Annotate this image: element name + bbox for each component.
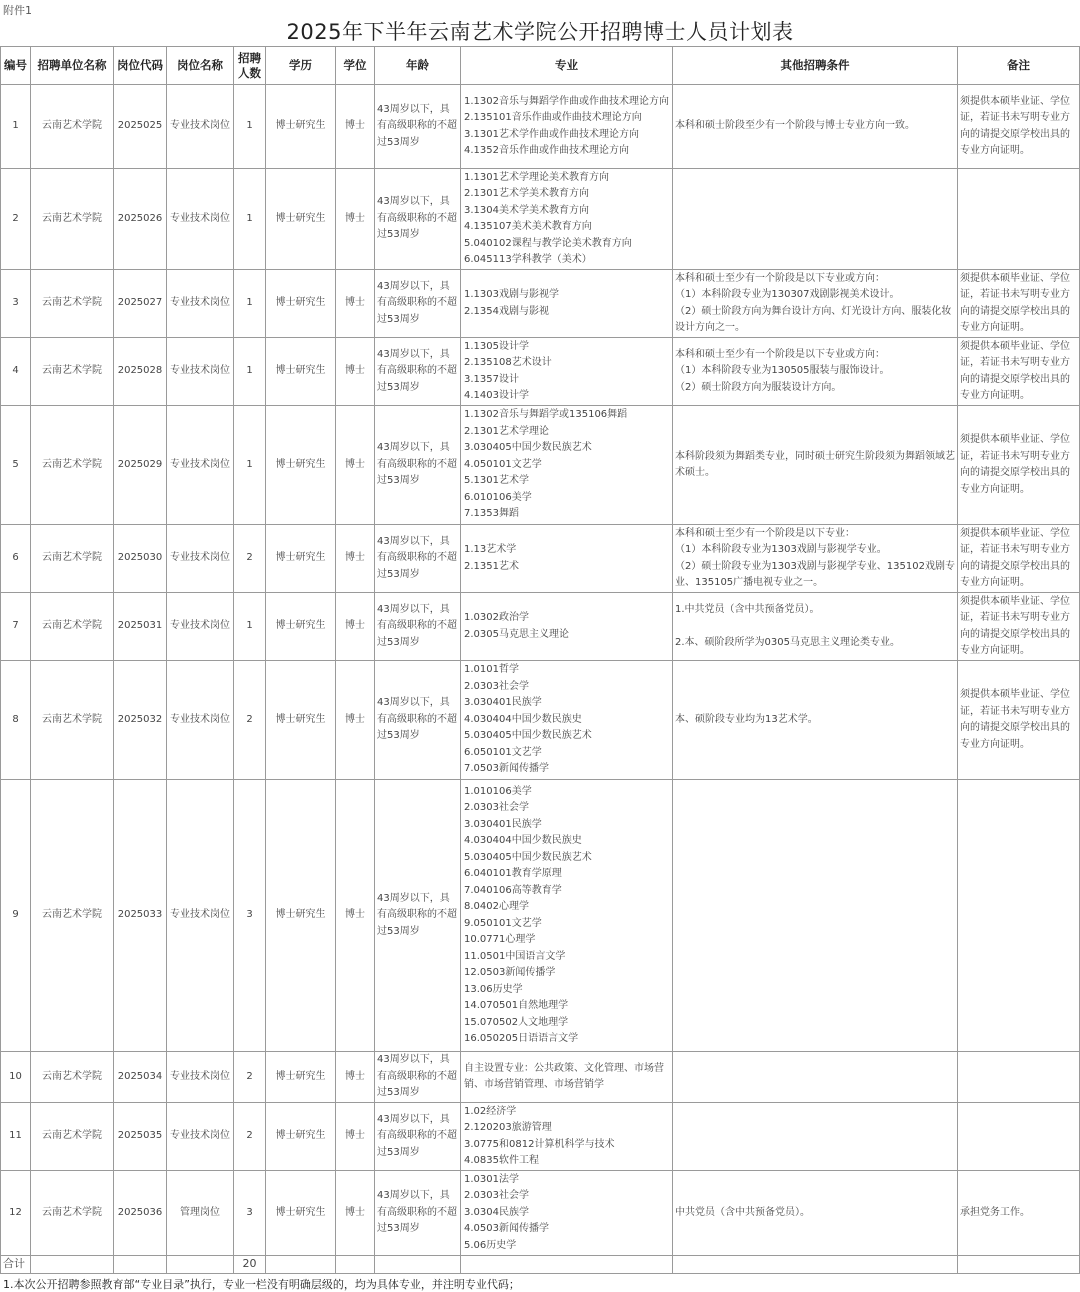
row-degree: 博士 [336,406,375,525]
total-empty-cell [114,1256,167,1274]
row-edu: 博士研究生 [266,1171,336,1256]
row-count: 1 [234,169,266,270]
condition-item: （2）硕士阶段方向为舞台设计方向、灯光设计方向、服装化妆设计方向之一。 [675,305,952,333]
row-count: 1 [234,338,266,406]
row-age: 43周岁以下，具有高级职称的不超过53周岁 [375,1103,461,1171]
row-code: 2025033 [114,780,167,1052]
table-row [1,525,1080,593]
row-remark [958,1052,1080,1103]
row-degree: 博士 [336,593,375,661]
row-degree: 博士 [336,1171,375,1256]
header-unit: 招聘单位名称 [31,47,114,85]
major-item: 5.1301艺术学 [464,475,529,487]
row-unit: 云南艺术学院 [31,338,114,406]
attachment-label: 附件1 [3,4,32,17]
row-count: 1 [234,270,266,338]
major-item: 5.030405中国少数民族艺术 [464,730,592,742]
row-age: 43周岁以下，具有高级职称的不超过53周岁 [375,1171,461,1256]
major-item: 5.030405中国少数民族艺术 [464,851,592,863]
row-degree: 博士 [336,169,375,270]
row-count: 2 [234,1052,266,1103]
row-majors [461,780,673,1052]
total-count: 20 [234,1256,266,1274]
row-code: 2025031 [114,593,167,661]
row-unit: 云南艺术学院 [31,406,114,525]
major-item: 1.02经济学 [464,1105,517,1117]
page-title: 2025年下半年云南艺术学院公开招聘博士人员计划表 [286,20,794,44]
major-item: 5.06历史学 [464,1239,517,1251]
major-item: 4.1403设计学 [464,390,529,401]
condition-item: （2）硕士阶段方向为服装设计方向。 [675,381,842,393]
row-remark: 须提供本硕毕业证、学位证，若证书未写明专业方向的请提交原学校出具的专业方向证明。 [958,406,1080,525]
major-item: 4.1352音乐作曲或作曲技术理论方向 [464,145,629,156]
row-unit: 云南艺术学院 [31,1171,114,1256]
condition-item: 本科和硕士至少有一个阶段是以下专业或方向： [675,272,885,284]
header-cond: 其他招聘条件 [673,47,958,85]
row-post: 专业技术岗位 [167,1103,234,1171]
major-item: 1.1303戏剧与影视学 [464,289,559,300]
row-num: 2 [1,169,31,270]
row-age: 43周岁以下，具有高级职称的不超过53周岁 [375,85,461,169]
total-empty-cell [266,1256,336,1274]
row-conditions [673,593,958,661]
condition-item: 1.中共党员（含中共预备党员）。 [675,604,820,615]
major-item: 2.0303社会学 [464,802,529,813]
row-code: 2025028 [114,338,167,406]
total-empty-cell [336,1256,375,1274]
row-code: 2025029 [114,406,167,525]
row-conditions [673,661,958,780]
major-item: 3.0304民族学 [464,1206,529,1218]
row-conditions [673,780,958,1052]
row-remark: 须提供本硕毕业证、学位证，若证书未写明专业方向的请提交原学校出具的专业方向证明。 [958,270,1080,338]
row-unit: 云南艺术学院 [31,1103,114,1171]
row-code: 2025035 [114,1103,167,1171]
row-edu: 博士研究生 [266,1052,336,1103]
row-edu: 博士研究生 [266,780,336,1052]
row-code: 2025036 [114,1171,167,1256]
major-item: 1.0301法学 [464,1173,519,1185]
major-item: 4.030404中国少数民族史 [464,835,582,846]
row-edu: 博士研究生 [266,406,336,525]
major-item: 3.1301艺术学作曲或作曲技术理论方向 [464,128,639,140]
row-unit: 云南艺术学院 [31,593,114,661]
major-item: 3.030401民族学 [464,818,542,830]
condition-item: （1）本科阶段专业为130505服装与服饰设计。 [675,365,890,377]
major-item: 4.050101文艺学 [464,458,542,470]
row-majors [461,661,673,780]
row-count: 1 [234,593,266,661]
footnote: 1.本次公开招聘参照教育部“专业目录”执行，专业一栏没有明确层级的，均为具体专业，并注明专业代码； [3,1278,520,1291]
major-item: 3.030405中国少数民族艺术 [464,442,592,454]
total-label: 合计 [1,1256,31,1274]
major-item: 1.010106美学 [464,785,532,797]
row-post: 专业技术岗位 [167,406,234,525]
row-conditions [673,270,958,338]
header-count: 招聘人数 [234,47,266,85]
major-item: 3.030401民族学 [464,697,542,709]
major-item: 15.070502人文地理学 [464,1016,569,1028]
row-age: 43周岁以下，具有高级职称的不超过53周岁 [375,270,461,338]
total-empty-cell [167,1256,234,1274]
major-item: 3.1357设计 [464,373,519,385]
row-remark: 须提供本硕毕业证、学位证，若证书未写明专业方向的请提交原学校出具的专业方向证明。 [958,338,1080,406]
major-item: 2.135101音乐作曲或作曲技术理论方向 [464,112,642,123]
row-degree: 博士 [336,661,375,780]
row-conditions [673,338,958,406]
major-item: 2.0303社会学 [464,680,529,692]
row-unit: 云南艺术学院 [31,780,114,1052]
table-row [1,338,1080,406]
table-row [1,593,1080,661]
header-remark: 备注 [958,47,1080,85]
major-item: 13.06历史学 [464,983,523,995]
total-empty-cell [31,1256,114,1274]
major-item: 1.1302音乐与舞蹈学作曲或作曲技术理论方向 [464,95,669,107]
row-age: 43周岁以下，具有高级职称的不超过53周岁 [375,406,461,525]
row-count: 1 [234,85,266,169]
row-conditions [673,85,958,169]
row-num: 5 [1,406,31,525]
row-remark [958,169,1080,270]
row-majors [461,338,673,406]
row-edu: 博士研究生 [266,661,336,780]
row-edu: 博士研究生 [266,593,336,661]
row-edu: 博士研究生 [266,85,336,169]
row-majors [461,1171,673,1256]
row-num: 9 [1,780,31,1052]
row-remark [958,1103,1080,1171]
row-num: 12 [1,1171,31,1256]
row-remark: 须提供本硕毕业证、学位证，若证书未写明专业方向的请提交原学校出具的专业方向证明。 [958,661,1080,780]
condition-item: 本、硕阶段专业均为13艺术学。 [675,713,818,725]
table-row [1,169,1080,270]
row-code: 2025030 [114,525,167,593]
row-age: 43周岁以下，具有高级职称的不超过53周岁 [375,661,461,780]
major-item: 4.0835软件工程 [464,1155,539,1166]
table-row [1,85,1080,169]
row-count: 1 [234,406,266,525]
row-unit: 云南艺术学院 [31,270,114,338]
row-count: 3 [234,780,266,1052]
row-post: 专业技术岗位 [167,780,234,1052]
row-code: 2025027 [114,270,167,338]
row-remark: 须提供本硕毕业证、学位证，若证书未写明专业方向的请提交原学校出具的专业方向证明。 [958,525,1080,593]
row-num: 3 [1,270,31,338]
row-post: 管理岗位 [167,1171,234,1256]
row-count: 2 [234,525,266,593]
table-row [1,780,1080,1052]
major-item: 2.1354戏剧与影视 [464,305,549,317]
major-item: 6.010106美学 [464,491,532,503]
condition-item: 中共党员（含中共预备党员）。 [675,1206,810,1218]
header-degree: 学位 [336,47,375,85]
major-item: 5.040102课程与教学论美术教育方向 [464,237,632,249]
major-item: 6.050101文艺学 [464,746,542,758]
row-count: 3 [234,1171,266,1256]
row-code: 2025032 [114,661,167,780]
total-row [1,1256,1080,1274]
row-num: 8 [1,661,31,780]
major-item: 9.050101文艺学 [464,917,542,929]
row-conditions [673,406,958,525]
row-degree: 博士 [336,1052,375,1103]
major-item: 16.050205日语语言文学 [464,1033,579,1044]
row-age: 43周岁以下，具有高级职称的不超过53周岁 [375,1052,461,1103]
major-item: 3.0775和0812计算机科学与技术 [464,1138,615,1150]
condition-item: 2.本、硕阶段所学为0305马克思主义理论类专业。 [675,636,900,648]
total-empty-cell [375,1256,461,1274]
header-num: 编号 [1,47,31,85]
row-edu: 博士研究生 [266,338,336,406]
row-remark: 须提供本硕毕业证、学位证，若证书未写明专业方向的请提交原学校出具的专业方向证明。 [958,593,1080,661]
row-unit: 云南艺术学院 [31,525,114,593]
condition-item: 本科和硕士阶段至少有一个阶段与博士专业方向一致。 [675,120,915,132]
row-conditions [673,169,958,270]
total-empty-cell [673,1256,958,1274]
major-item: 11.0501中国语言文学 [464,950,566,962]
row-degree: 博士 [336,780,375,1052]
major-item: 2.1301艺术学美术教育方向 [464,188,589,199]
row-age: 43周岁以下，具有高级职称的不超过53周岁 [375,338,461,406]
row-age: 43周岁以下，具有高级职称的不超过53周岁 [375,169,461,270]
major-item: 1.0101哲学 [464,664,519,676]
major-item: 2.1301艺术学理论 [464,425,549,437]
row-degree: 博士 [336,1103,375,1171]
row-age: 43周岁以下，具有高级职称的不超过53周岁 [375,780,461,1052]
major-item: 12.0503新闻传播学 [464,967,556,978]
major-item: 2.135108艺术设计 [464,357,552,368]
row-edu: 博士研究生 [266,525,336,593]
condition-item: 本科和硕士至少有一个阶段是以下专业或方向： [675,348,885,360]
row-num: 1 [1,85,31,169]
row-count: 2 [234,661,266,780]
row-post: 专业技术岗位 [167,1052,234,1103]
header-major: 专业 [461,47,673,85]
row-edu: 博士研究生 [266,270,336,338]
row-post: 专业技术岗位 [167,85,234,169]
row-edu: 博士研究生 [266,169,336,270]
major-item: 4.030404中国少数民族史 [464,713,582,725]
row-code: 2025025 [114,85,167,169]
row-remark [958,780,1080,1052]
row-num: 7 [1,593,31,661]
major-item: 10.0771心理学 [464,934,536,945]
table-row [1,661,1080,780]
row-degree: 博士 [336,270,375,338]
major-item: 1.13艺术学 [464,544,517,555]
major-item: 2.1351艺术 [464,560,519,572]
row-majors [461,1103,673,1171]
row-post: 专业技术岗位 [167,338,234,406]
row-conditions [673,1103,958,1171]
row-remark: 承担党务工作。 [958,1171,1080,1256]
table-header-row [1,47,1080,85]
row-degree: 博士 [336,525,375,593]
table-row [1,406,1080,525]
row-majors [461,270,673,338]
row-post: 专业技术岗位 [167,270,234,338]
recruitment-table [0,46,1080,1274]
row-age: 43周岁以下，具有高级职称的不超过53周岁 [375,525,461,593]
row-unit: 云南艺术学院 [31,661,114,780]
row-majors [461,1052,673,1103]
total-empty-cell [461,1256,673,1274]
row-conditions [673,525,958,593]
header-age: 年龄 [375,47,461,85]
table-row [1,270,1080,338]
row-unit: 云南艺术学院 [31,1052,114,1103]
row-age: 43周岁以下，具有高级职称的不超过53周岁 [375,593,461,661]
condition-item: 本科阶段须为舞蹈类专业，同时硕士研究生阶段须为舞蹈领域艺术硕士。 [675,450,955,478]
table-row [1,1103,1080,1171]
row-num: 11 [1,1103,31,1171]
row-post: 专业技术岗位 [167,661,234,780]
major-item: 14.070501自然地理学 [464,1000,569,1011]
major-item: 1.0302政治学 [464,612,529,623]
major-item: 自主设置专业：公共政策、文化管理、市场营销、市场营销管理、市场营销学 [464,1062,664,1090]
major-item: 1.1302音乐与舞蹈学或135106舞蹈 [464,409,628,421]
row-majors [461,169,673,270]
row-majors [461,593,673,661]
row-majors [461,85,673,169]
row-degree: 博士 [336,338,375,406]
major-item: 2.120203旅游管理 [464,1122,552,1133]
row-conditions [673,1052,958,1103]
major-item: 6.040101教育学原理 [464,868,562,879]
major-item: 6.045113学科教学（美术） [464,254,592,265]
row-post: 专业技术岗位 [167,169,234,270]
header-post: 岗位名称 [167,47,234,85]
major-item: 7.0503新闻传播学 [464,763,549,775]
major-item: 2.0305马克思主义理论 [464,628,569,640]
condition-item: 本科和硕士至少有一个阶段是以下专业： [675,527,855,539]
major-item: 8.0402心理学 [464,901,529,912]
major-item: 7.040106高等教育学 [464,884,562,896]
major-item: 1.1301艺术学理论美术教育方向 [464,171,609,183]
row-code: 2025034 [114,1052,167,1103]
total-empty-cell [958,1256,1080,1274]
row-num: 6 [1,525,31,593]
row-num: 4 [1,338,31,406]
major-item: 3.1304美术学美术教育方向 [464,204,589,216]
row-edu: 博士研究生 [266,1103,336,1171]
row-conditions [673,1171,958,1256]
row-majors [461,406,673,525]
header-code: 岗位代码 [114,47,167,85]
row-count: 2 [234,1103,266,1171]
row-post: 专业技术岗位 [167,593,234,661]
table-row [1,1171,1080,1256]
row-code: 2025026 [114,169,167,270]
condition-item: （2）硕士阶段专业为1303戏剧与影视学专业、135102戏剧专业、135105广播电视专业之一。 [675,560,955,588]
condition-item: （1）本科阶段专业为130307戏剧影视美术设计。 [675,289,900,300]
row-unit: 云南艺术学院 [31,85,114,169]
row-unit: 云南艺术学院 [31,169,114,270]
header-edu: 学历 [266,47,336,85]
condition-item: （1）本科阶段专业为1303戏剧与影视学专业。 [675,544,887,555]
row-remark: 须提供本硕毕业证、学位证，若证书未写明专业方向的请提交原学校出具的专业方向证明。 [958,85,1080,169]
major-item: 4.135107美术美术教育方向 [464,221,592,232]
major-item: 7.1353舞蹈 [464,508,519,520]
table-row [1,1052,1080,1103]
row-majors [461,525,673,593]
row-post: 专业技术岗位 [167,525,234,593]
major-item: 2.0303社会学 [464,1190,529,1202]
row-degree: 博士 [336,85,375,169]
major-item: 4.0503新闻传播学 [464,1223,549,1235]
major-item: 1.1305设计学 [464,340,529,352]
row-num: 10 [1,1052,31,1103]
